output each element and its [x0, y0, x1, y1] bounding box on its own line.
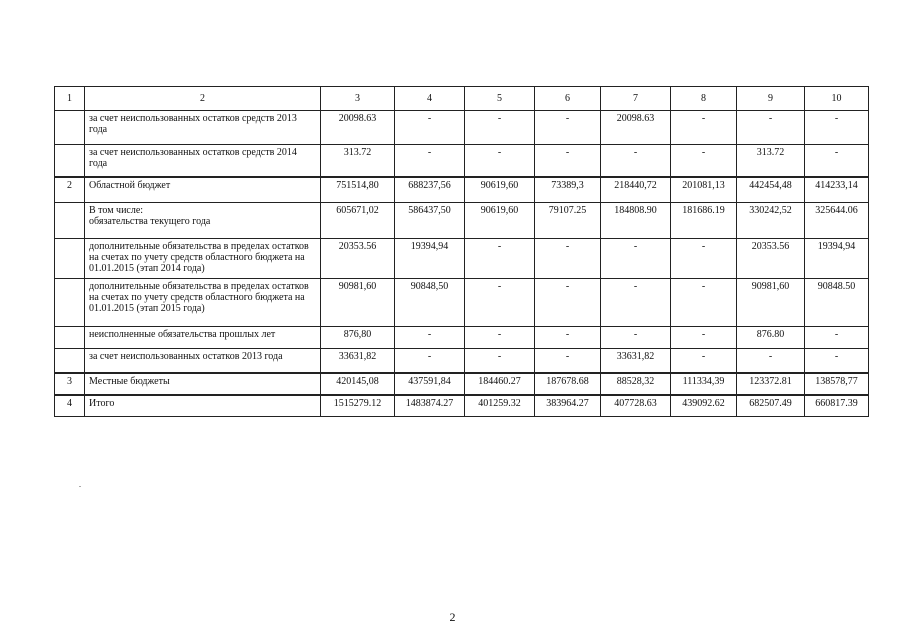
value-cell: 187678.68 [535, 373, 601, 395]
value-cell: - [737, 349, 805, 373]
value-cell: 876,80 [321, 327, 395, 349]
value-cell: - [465, 111, 535, 145]
value-cell: 218440,72 [601, 177, 671, 203]
row-label: дополнительные обязательства в пределах остатков на счетах по учету средств областного бюджета на 01.01.2015 (этап 2014 года) [89, 241, 309, 274]
row-number-cell [55, 145, 85, 177]
value-cell: - [671, 349, 737, 373]
value-cell: 313.72 [737, 145, 805, 177]
row-label: за счет неиспользованных остатков средств 2013 года [89, 113, 297, 135]
row-label: дополнительные обязательства в пределах остатков на счетах по учету средств областного бюджета на 01.01.2015 (этап 2015 года) [89, 281, 309, 314]
row-label-cell [85, 349, 321, 373]
table-row [55, 239, 869, 279]
value-cell: - [671, 145, 737, 177]
page-number: 2 [449, 610, 456, 624]
table-row [55, 279, 869, 327]
column-number-header: 4 [395, 87, 465, 111]
value-cell: 660817.39 [805, 395, 869, 417]
table-row [55, 395, 869, 417]
column-number-header: 7 [601, 87, 671, 111]
column-number-header: 5 [465, 87, 535, 111]
table-row [55, 111, 869, 145]
value-cell: 330242,52 [737, 203, 805, 239]
value-cell: - [671, 327, 737, 349]
value-cell: 313.72 [321, 145, 395, 177]
table-row [55, 145, 869, 177]
value-cell: 138578,77 [805, 373, 869, 395]
value-cell: 201081,13 [671, 177, 737, 203]
value-cell: - [805, 349, 869, 373]
row-label: Областной бюджет [89, 179, 171, 191]
value-cell: 123372.81 [737, 373, 805, 395]
row-number-cell [55, 327, 85, 349]
value-cell: - [601, 145, 671, 177]
row-label-cell [85, 279, 321, 327]
value-cell: - [535, 111, 601, 145]
value-cell: 90981,60 [321, 279, 395, 327]
value-cell: 682507.49 [737, 395, 805, 417]
row-number-cell [55, 349, 85, 373]
row-label-cell [85, 145, 321, 177]
value-cell: - [535, 145, 601, 177]
value-cell: 407728.63 [601, 395, 671, 417]
row-label: за счет неиспользованных остатков 2013 года [89, 351, 283, 362]
value-cell: 181686.19 [671, 203, 737, 239]
value-cell: 90981,60 [737, 279, 805, 327]
value-cell: 19394,94 [395, 239, 465, 279]
value-cell: 1515279.12 [321, 395, 395, 417]
value-cell: - [535, 349, 601, 373]
value-cell: 442454,48 [737, 177, 805, 203]
value-cell: 20353.56 [737, 239, 805, 279]
value-cell: 79107.25 [535, 203, 601, 239]
scan-speck [79, 486, 81, 487]
value-cell: - [465, 239, 535, 279]
row-number-cell [55, 203, 85, 239]
value-cell: 20098.63 [601, 111, 671, 145]
value-cell: - [535, 327, 601, 349]
value-cell: 90619,60 [465, 177, 535, 203]
value-cell: - [805, 145, 869, 177]
table-header-row [55, 87, 869, 111]
table-row [55, 327, 869, 349]
value-cell: - [465, 349, 535, 373]
value-cell: 401259.32 [465, 395, 535, 417]
value-cell: 19394,94 [805, 239, 869, 279]
row-label-secondary: обязательства текущего года [89, 216, 211, 227]
value-cell: - [465, 327, 535, 349]
value-cell: - [395, 327, 465, 349]
column-number-header: 9 [737, 87, 805, 111]
value-cell: - [395, 111, 465, 145]
column-number-header: 6 [535, 87, 601, 111]
value-cell: 751514,80 [321, 177, 395, 203]
value-cell: - [737, 111, 805, 145]
value-cell: 90619,60 [465, 203, 535, 239]
table-row [55, 177, 869, 203]
value-cell: - [671, 279, 737, 327]
value-cell: 33631,82 [321, 349, 395, 373]
value-cell: - [535, 279, 601, 327]
value-cell: - [535, 239, 601, 279]
row-number-cell [55, 239, 85, 279]
value-cell: 88528,32 [601, 373, 671, 395]
value-cell: 184808.90 [601, 203, 671, 239]
value-cell: - [395, 145, 465, 177]
value-cell: 439092.62 [671, 395, 737, 417]
row-label-cell [85, 111, 321, 145]
table-row [55, 373, 869, 395]
value-cell: - [465, 279, 535, 327]
value-cell: 420145,08 [321, 373, 395, 395]
row-label: Итого [89, 397, 115, 409]
value-cell: - [671, 239, 737, 279]
row-label-cell [85, 327, 321, 349]
row-number-cell: 3 [55, 373, 85, 395]
row-label: за счет неиспользованных остатков средств 2014 года [89, 147, 297, 169]
value-cell: - [465, 145, 535, 177]
value-cell: 111334,39 [671, 373, 737, 395]
value-cell: 1483874.27 [395, 395, 465, 417]
value-cell: - [395, 349, 465, 373]
value-cell: 90848.50 [805, 279, 869, 327]
value-cell: 33631,82 [601, 349, 671, 373]
value-cell: 876.80 [737, 327, 805, 349]
row-label-cell [85, 203, 321, 239]
value-cell: 605671,02 [321, 203, 395, 239]
column-number-header: 2 [85, 87, 321, 111]
column-number-header: 3 [321, 87, 395, 111]
table-row [55, 203, 869, 239]
column-number-header: 1 [55, 87, 85, 111]
value-cell: - [601, 279, 671, 327]
value-cell: - [805, 327, 869, 349]
row-label-cell [85, 373, 321, 395]
value-cell: 414233,14 [805, 177, 869, 203]
budget-table [54, 86, 869, 417]
column-number-header: 8 [671, 87, 737, 111]
row-number-cell [55, 279, 85, 327]
value-cell: - [671, 111, 737, 145]
value-cell: 586437,50 [395, 203, 465, 239]
row-label-cell [85, 395, 321, 417]
value-cell: 73389,3 [535, 177, 601, 203]
row-label: В том числе: [89, 205, 144, 216]
table-row [55, 349, 869, 373]
row-label: Местные бюджеты [89, 375, 170, 387]
value-cell: 383964.27 [535, 395, 601, 417]
row-number-cell: 4 [55, 395, 85, 417]
row-label: неисполненные обязательства прошлых лет [89, 329, 276, 340]
value-cell: - [601, 239, 671, 279]
value-cell: - [805, 111, 869, 145]
row-number-cell [55, 111, 85, 145]
row-label-cell [85, 239, 321, 279]
value-cell: - [601, 327, 671, 349]
row-number-cell: 2 [55, 177, 85, 203]
value-cell: 184460.27 [465, 373, 535, 395]
value-cell: 437591,84 [395, 373, 465, 395]
value-cell: 325644.06 [805, 203, 869, 239]
value-cell: 20353.56 [321, 239, 395, 279]
column-number-header: 10 [805, 87, 869, 111]
row-label-cell [85, 177, 321, 203]
value-cell: 90848,50 [395, 279, 465, 327]
value-cell: 688237,56 [395, 177, 465, 203]
value-cell: 20098.63 [321, 111, 395, 145]
